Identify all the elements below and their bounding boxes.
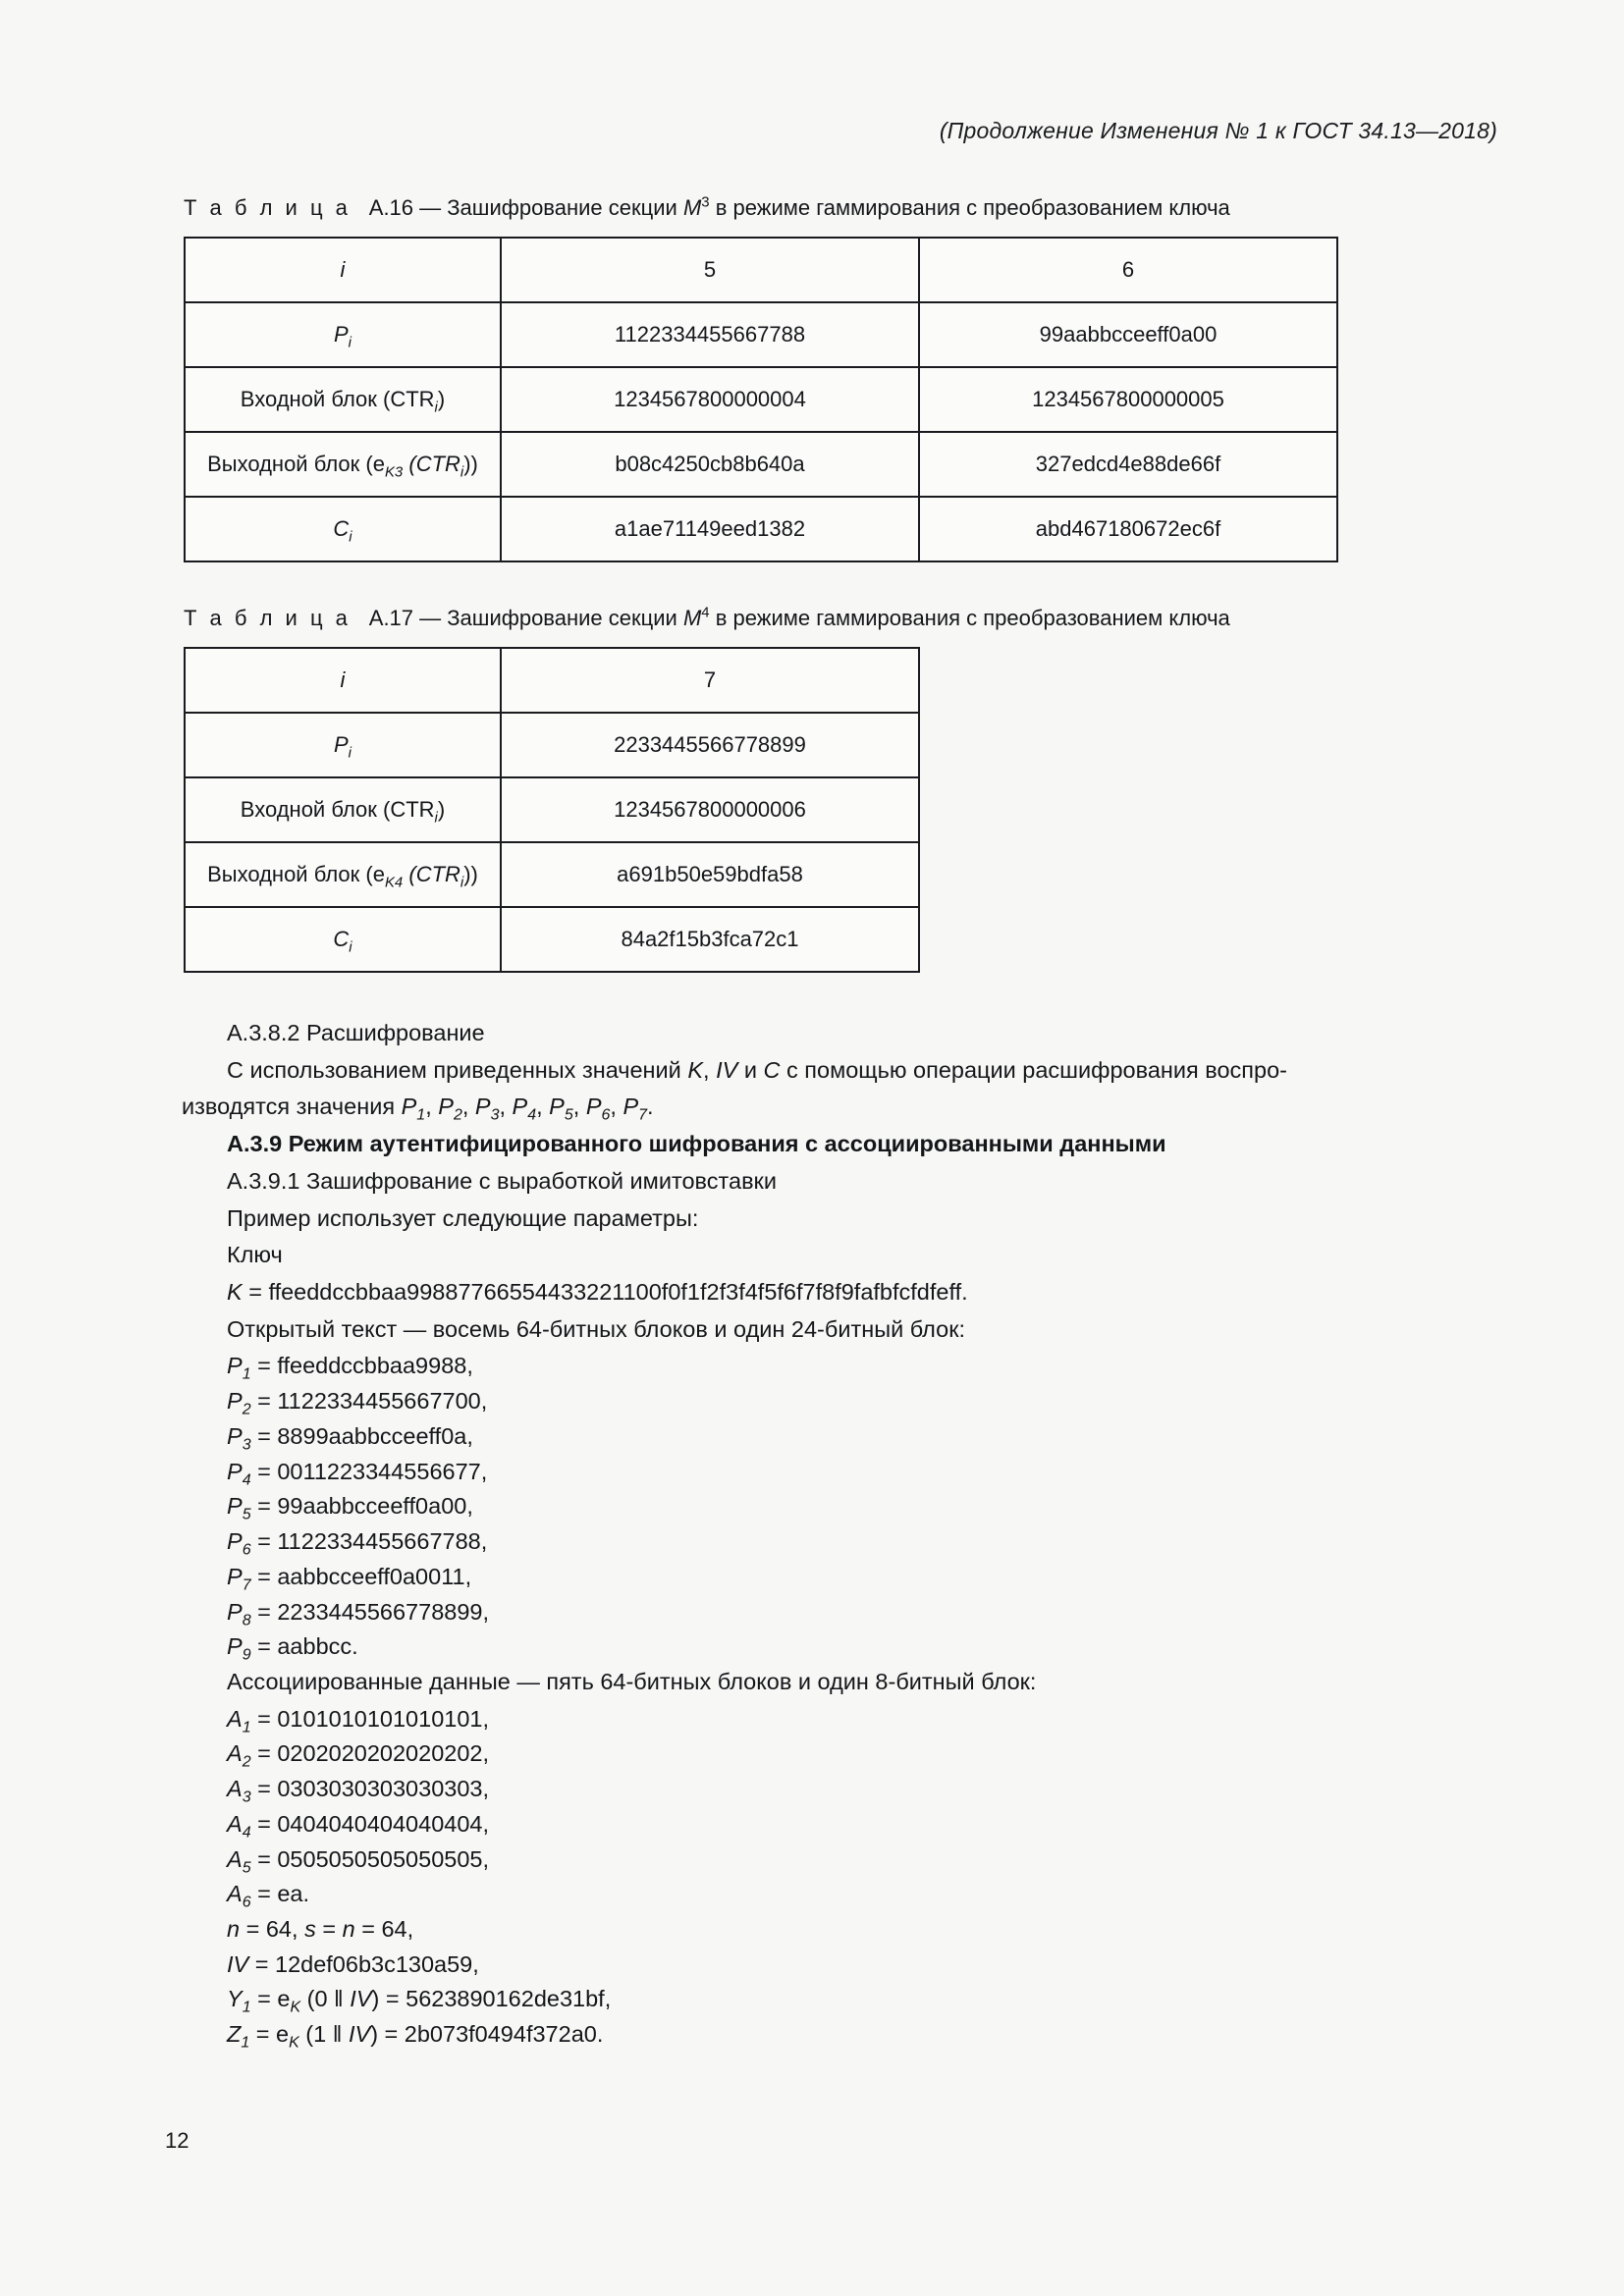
- cell-text: Входной блок (CTR: [240, 797, 435, 822]
- cell-text: i: [340, 257, 346, 282]
- table-16-row-pi-v2: 99aabbcceeff0a00: [919, 302, 1337, 367]
- table-16-row-out-v1: b08c4250cb8b640a: [501, 432, 919, 497]
- plaintext-intro: Открытый текст — восемь 64-битных блоков и один 24-битный блок:: [227, 1315, 966, 1342]
- table-16-header-col2: 6: [919, 238, 1337, 302]
- table-row: [185, 238, 1337, 302]
- page-number: 12: [165, 2128, 189, 2153]
- table-16: [184, 237, 1338, 562]
- plaintext-item: $P_1$ = ffeeddccbbaa9988,: [227, 1353, 473, 1384]
- page-content: [182, 118, 1497, 2053]
- cell-text: C: [333, 516, 350, 541]
- cell-text-tail: )): [463, 452, 478, 476]
- table-17-row-out-label: [185, 842, 501, 907]
- cell-text-mid: (CTR: [403, 862, 460, 886]
- section-a382-line2: изводятся значения $P_1$, $P_2$, $P_3$, $P_4$, $P_5$, $P_6$, $P_7$.: [182, 1094, 654, 1125]
- table-row: [185, 367, 1337, 432]
- table-16-caption-symbol: M: [682, 195, 702, 220]
- cell-text: C: [333, 927, 350, 951]
- table-17-row-in-v1: 1234567800000006: [501, 777, 919, 842]
- table-16-caption-label: Т а б л и ц а: [184, 195, 352, 220]
- cell-subscript-2: i: [460, 463, 464, 481]
- cell-subscript: K4: [384, 874, 404, 891]
- table-16-row-ci-v1: a1ae71149eed1382: [501, 497, 919, 561]
- table-row: [185, 497, 1337, 561]
- cell-text: Выходной блок (e: [207, 862, 385, 886]
- table-17-caption-text-before: Зашифрование секции: [447, 606, 677, 630]
- section-a382-heading: А.3.8.2 Расшифрование: [227, 1020, 485, 1045]
- cell-subscript: i: [348, 744, 352, 762]
- table-16-row-pi-v1: 1122334455667788: [501, 302, 919, 367]
- table-17-row-ci-v1: 84a2f15b3fca72c1: [501, 907, 919, 972]
- table-17-header-col1: 7: [501, 648, 919, 713]
- table-17-caption-label: Т а б л и ц а: [184, 606, 352, 630]
- cell-text: Входной блок (CTR: [240, 387, 435, 411]
- table-16-caption: [184, 195, 1497, 221]
- param-z1: $Z_1 = e_K$ (1 ‖ IV) = 2b073f0494f372a0.: [227, 2021, 604, 2052]
- table-16-row-in-v1: 1234567800000004: [501, 367, 919, 432]
- cell-text: P: [333, 322, 349, 347]
- cell-subscript-2: i: [460, 874, 464, 891]
- table-16-row-in-label: [185, 367, 501, 432]
- table-row: [185, 648, 919, 713]
- table-row: [185, 907, 919, 972]
- params-intro: Пример использует следующие параметры:: [227, 1204, 699, 1231]
- assoc-item: $A_5 = 0505050505050505$,: [227, 1845, 490, 1877]
- table-17-row-out-v1: a691b50e59bdfa58: [501, 842, 919, 907]
- table-17-header-i: [185, 648, 501, 713]
- table-16-row-out-v2: 327edcd4e88de66f: [919, 432, 1337, 497]
- plaintext-item: $P_9$ = aabbcc.: [227, 1633, 358, 1664]
- cell-subscript: i: [349, 938, 352, 956]
- table-16-caption-text-before: Зашифрование секции: [447, 195, 677, 220]
- table-16-header-col1: 5: [501, 238, 919, 302]
- param-iv: IV = 12def06b3c130a59,: [227, 1950, 479, 1977]
- cell-subscript: K3: [384, 463, 404, 481]
- table-17-row-in-label: [185, 777, 501, 842]
- table-16-row-out-label: [185, 432, 501, 497]
- param-y1: $Y_1 = e_K$ (0 ‖ IV) = 5623890162de31bf,: [227, 1986, 612, 2017]
- plaintext-item: $P_3$ = 8899aabbcceeff0a,: [227, 1422, 473, 1454]
- table-16-row-ci-label: [185, 497, 501, 561]
- table-row: [185, 713, 919, 777]
- table-row: [185, 777, 919, 842]
- table-17: [184, 647, 920, 973]
- cell-subscript: i: [349, 528, 352, 546]
- cell-text-tail: ): [437, 797, 446, 822]
- assoc-item: $A_3 = 0303030303030303$,: [227, 1776, 490, 1806]
- plaintext-item: $P_4 = 0011223344556677$,: [227, 1458, 488, 1489]
- cell-text: Выходной блок (e: [207, 452, 385, 476]
- section-a39-heading: А.3.9 Режим аутентифицированного шифрования с ассоциированными данными: [227, 1131, 1166, 1157]
- cell-subscript: i: [348, 334, 352, 351]
- table-17-row-ci-label: [185, 907, 501, 972]
- section-a382-line1: С использованием приведенных значений K, IV и C с помощью операции расшифрования воспро-: [227, 1056, 1287, 1083]
- assoc-item: $A_2 = 0202020202020202$,: [227, 1740, 490, 1772]
- table-17-caption: [184, 606, 1497, 631]
- table-17-caption-symbol-sup: 4: [701, 604, 710, 621]
- param-n-s: n = 64, s = n = 64,: [227, 1915, 414, 1942]
- key-value: K = ffeeddccbbaa99887766554433221100f0f1f2f3f4f5f6f7f8f9fafbfcfdfeff.: [227, 1279, 968, 1306]
- body-text: [182, 1016, 1497, 2053]
- table-row: [185, 432, 1337, 497]
- table-16-caption-symbol-sup: 3: [701, 193, 710, 211]
- table-row: [185, 302, 1337, 367]
- cell-text-tail: )): [463, 862, 478, 886]
- cell-text-mid: (CTR: [403, 452, 460, 476]
- assoc-item: $A_6$ = ea.: [227, 1881, 310, 1911]
- cell-text-tail: ): [437, 387, 446, 411]
- table-16-row-in-v2: 1234567800000005: [919, 367, 1337, 432]
- cell-subscript: i: [434, 399, 438, 416]
- assoc-item: $A_4 = 0404040404040404$,: [227, 1810, 490, 1842]
- plaintext-item: $P_2 = 1122334455667700$,: [227, 1388, 488, 1418]
- plaintext-item: $P_7$ = aabbcceeff0a0011,: [227, 1563, 472, 1594]
- table-17-caption-text-after: в режиме гаммирования с преобразованием ключа: [715, 606, 1230, 630]
- plaintext-item: $P_5$ = 99aabbcceeff0a00,: [227, 1493, 473, 1524]
- table-17-caption-number: А.17 —: [368, 606, 442, 630]
- table-16-row-pi-label: [185, 302, 501, 367]
- table-16-header-i: [185, 238, 501, 302]
- plaintext-item: $P_6 = 1122334455667788$,: [227, 1528, 488, 1559]
- cell-text: P: [333, 732, 349, 757]
- cell-text: i: [340, 667, 346, 692]
- assoc-item: $A_1 = 0101010101010101$,: [227, 1705, 490, 1736]
- table-17-row-pi-label: [185, 713, 501, 777]
- table-16-caption-number: А.16 —: [368, 195, 442, 220]
- table-16-row-ci-v2: abd467180672ec6f: [919, 497, 1337, 561]
- table-row: [185, 842, 919, 907]
- key-label: Ключ: [227, 1242, 283, 1268]
- assoc-intro: Ассоциированные данные — пять 64-битных блоков и один 8-битный блок:: [227, 1668, 1037, 1694]
- table-16-caption-text-after: в режиме гаммирования с преобразованием ключа: [715, 195, 1230, 220]
- running-header: (Продолжение Изменения № 1 к ГОСТ 34.13—2018): [939, 118, 1497, 143]
- section-a391-heading: А.3.9.1 Зашифрование с выработкой имитовставки: [227, 1167, 777, 1194]
- table-17-caption-symbol: M: [682, 606, 702, 630]
- plaintext-item: $P_8 = 2233445566778899$,: [227, 1598, 490, 1629]
- cell-subscript: i: [434, 809, 438, 827]
- table-17-row-pi-v1: 2233445566778899: [501, 713, 919, 777]
